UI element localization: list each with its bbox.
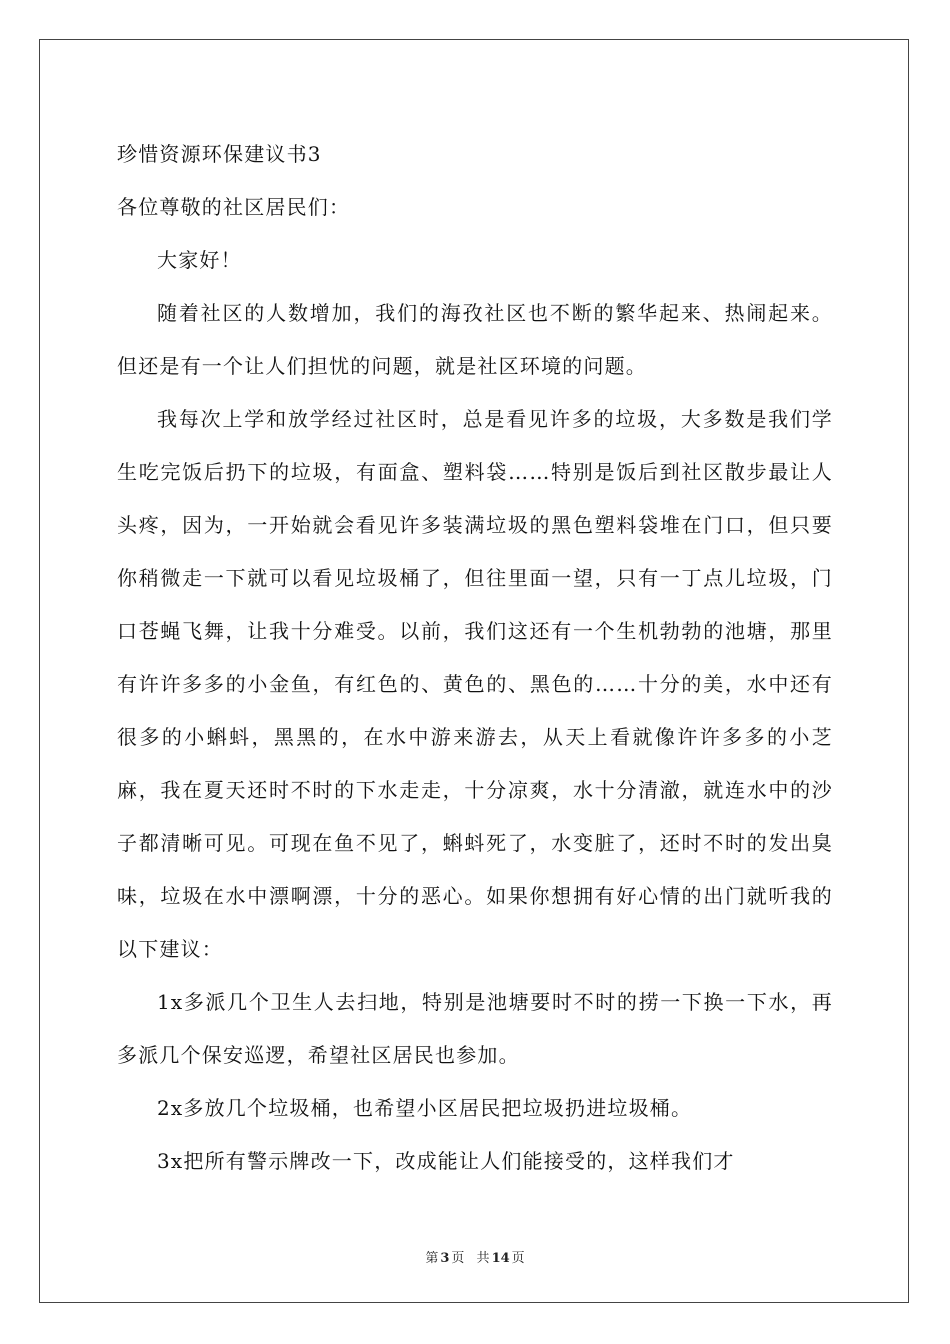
suggestion-1: 1x多派几个卫生人去扫地，特别是池塘要时不时的捞一下换一下水，再多派几个保安巡逻，希望社区居民也参加。	[117, 990, 833, 1067]
page-footer	[0, 1247, 950, 1266]
document-body	[117, 128, 833, 1188]
page-number: 第 3 页	[425, 1251, 465, 1266]
document-title: 珍惜资源环保建议书3	[117, 142, 322, 166]
suggestion-3: 3x把所有警示牌改一下，改成能让人们能接受的，这样我们才	[157, 1149, 735, 1173]
greeting: 大家好！	[157, 248, 242, 272]
paragraph-2: 我每次上学和放学经过社区时，总是看见许多的垃圾，大多数是我们学生吃完饭后扔下的垃圾，有面盒、塑料袋……特别是饭后到社区散步最让人头疼，因为，一开始就会看见许多装满垃圾的黑色塑料袋堆在门口，但只要你稍微走一下就可以看见垃圾桶了，但往里面一望，只有一丁点儿垃圾，门口苍蝇飞舞，让我十分难受。以前，我们这还有一个生机勃勃的池塘，那里有许许多多的小金鱼，有红色的、黄色的、黑色的……十分的美，水中还有很多的小蝌蚪，黑黑的，在水中游来游去，从天上看就像许许多多的小芝麻，我在夏天还时不时的下水走走，十分凉爽，水十分清澈，就连水中的沙子都清晰可见。可现在鱼不见了，蝌蚪死了，水变脏了，还时不时的发出臭味，垃圾在水中漂啊漂，十分的恶心。如果你想拥有好心情的出门就听我的以下建议：	[117, 407, 833, 961]
salutation: 各位尊敬的社区居民们：	[117, 195, 351, 219]
paragraph-1: 随着社区的人数增加，我们的海孜社区也不断的繁华起来、热闹起来。但还是有一个让人们担忧的问题，就是社区环境的问题。	[117, 301, 833, 378]
page-total: 共 14 页	[476, 1251, 525, 1266]
suggestion-2: 2x多放几个垃圾桶，也希望小区居民把垃圾扔进垃圾桶。	[157, 1096, 693, 1120]
